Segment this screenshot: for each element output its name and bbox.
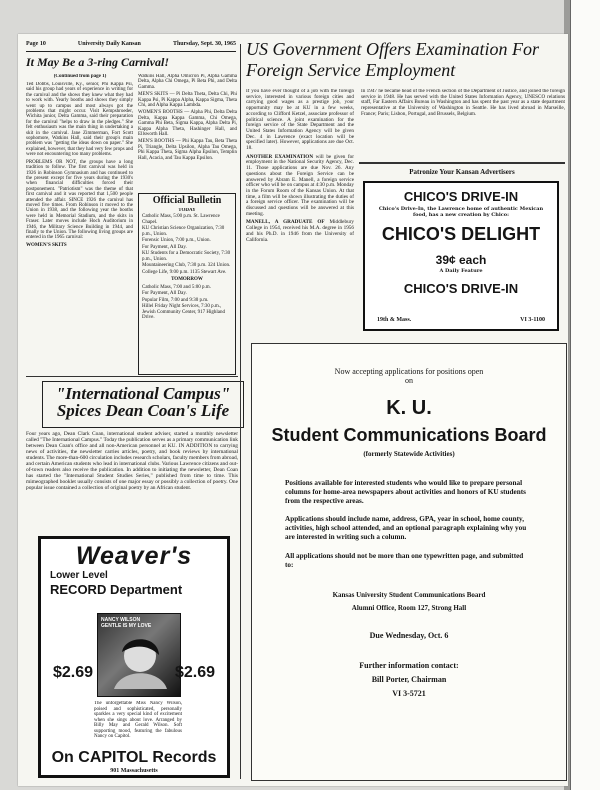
page-number: Page 10 (26, 41, 46, 47)
issue-date: Thursday, Sept. 30, 1965 (172, 41, 236, 47)
patronize-banner: Patronize Your Kansan Advertisers (409, 168, 515, 176)
board-address-2: Alumni Office, Room 127, Strong Hall (351, 604, 467, 612)
board-contact: Further information contact: (359, 661, 459, 670)
right-gutter (564, 0, 600, 790)
bulletin-item: College Life, 9:00 p.m. 1135 Stewart Ave. (142, 269, 227, 275)
bulletin-list (139, 214, 235, 321)
board-positions: Positions available for interested students who would like to prepare personal columns for home-area newspapers about activities and honors of KU students from the respective areas. (285, 479, 526, 505)
bulletin-item: Popular Film, 7:00 and 9:30 p.m. (142, 297, 209, 303)
weavers-logo: Weaver's (75, 542, 193, 570)
album-cover (97, 613, 181, 697)
album-title: GENTLE IS MY LOVE (101, 623, 152, 629)
women-booths: WOMEN'S BOOTHS — Alpha Phi, Delta Delta Delta, Kappa Kappa Gamma, Chi Omega, Gamma Phi Beta, Sigma Kappa, Alpha Delta Pi, Kappa Alpha Theta, Hashinger Hall, and Ellsworth Hall. (138, 110, 237, 138)
bulletin-title: Official Bulletin (152, 195, 222, 206)
chicos-title: CHICO'S DRIVE-IN (403, 189, 519, 204)
board-submission: All applications should not be more than one typewritten page, and submitted to: (285, 552, 524, 569)
carnival-paragraphs: Ted Dobbs, Louisville, Ky., senior, Phi Kappa Psi, said his group had years of experience in writing for the carnival and the shows they knew what they had to work with. Yearly booths and shows they simply went up to campus and most always got the problems that might occur. Visit Kempshroeder, Wichita junior, Delta Gamma, said their preparation for the carnival "helps to draw in the pledges." She felt enthusiasm was the main thing in undertaking a skit in the carnival. Jane Zimmerman, Fort Scott sophomore, Watkins Hall, said their group's main problem was "getting the ideas down on paper." She explained, however, that they had very few props and were not encountering too many problems. (26, 82, 133, 158)
board-due-date: Due Wednesday, Oct. 6 (369, 631, 449, 640)
bulletin-item: Catholic Mass, 5:00 p.m. St. Lawrence Chapel. (142, 214, 220, 225)
exam-details: will be given for employment in the National Security Agency, Dec. 11. Those applications are due Nov. 26. Any questions about the Foreign Service can be answered by Abram E. Manell, a foreign service officer who will be on campus at 4:30 p.m. Monday in the Forum Room of the Kansas Union. At that time, a film will be shown illustrating the duties of a foreign service officer. The examination will be discussed and questions will be answered at this meeting. (246, 153, 354, 217)
next-page-edge (570, 0, 600, 790)
us-government-headline: US Government Offers Examination For Foreign Service Employment (246, 39, 539, 80)
campus-headline: "International Campus" Spices Dean Coan's Life (55, 384, 231, 420)
mens-skits: MEN'S SKITS — Pi Delta Theta, Delta Chi, Phi Kappa Psi, Pi Kappa Alpha, Kappa Sigma, Theta Chi, and Alpha Kappa Lambda. (138, 92, 237, 109)
manell-details: Middlebury College in 1954, received his M.A. degree in 1956 and his Ph.D. in 1946 from the University of California. (246, 219, 354, 243)
board-ku: K. U. (386, 397, 432, 419)
album-artist: NANCY WILSON (101, 617, 141, 623)
album-caption: The unforgettable Miss Nancy Wilson, poised and sophisticated, personally sparkles a very special kind of excitement when she sings about love. Arranged by Billy May and Gerald Wilson. Soft supporting mood, featuring the fabulous Nancy on Capitol. (94, 701, 182, 739)
board-address-1: Kansas University Student Communications Board (332, 591, 486, 599)
official-bulletin (138, 193, 236, 375)
bulletin-item: Mountaineering Club, 7:30 p.m. 324 Union. (142, 263, 231, 269)
masthead (26, 41, 236, 52)
carnival-body (26, 82, 133, 375)
weavers-record-ad (38, 536, 230, 778)
board-application-requirements: Applications should include name, address, GPA, year in school, home county, activities, high school attended, and an optional paragraph explaining why you are interested in writing such a column. (285, 515, 527, 541)
bulletin-item: KU Christian Science Organization, 7:30 p.m., Union. (142, 226, 225, 237)
board-formerly: (formerly Statewide Activities) (363, 450, 455, 458)
bulletin-tomorrow: TOMORROW (171, 277, 203, 283)
chicos-phone: VI 3-1100 (520, 317, 545, 323)
price-right: $2.69 (174, 664, 215, 681)
bulletin-item: For Payment, All Day. (142, 291, 187, 297)
bulletin-item: Hillel Friday Night Services, 7:30 p.m., Jewish Community Center, 917 Highland Drive. (142, 304, 225, 321)
vertical-rule (240, 44, 241, 779)
chicos-delight: CHICO'S DELIGHT (381, 224, 541, 245)
chicos-address: 19th & Mass. (377, 317, 412, 323)
bulletin-item: For Payment, All Day. (142, 244, 187, 250)
chicos-description: Chico's Drive-In, the Lawrence home of authentic Mexican food, has a new creation by Chico: (378, 206, 544, 218)
album-photo-icon (105, 634, 175, 689)
bulletin-today: TODAY (178, 208, 196, 213)
manell-label: MANELL, A GRADUATE OF (246, 219, 325, 226)
continued-line: (Continued from page 1) (53, 74, 107, 79)
carnival-column-2 (138, 74, 237, 190)
board-phone: VI 3-5721 (392, 689, 426, 698)
women-skits: Watkins Hall, Alpha Omicron Pi, Alpha Gamma Delta, Alpha Chi Omega, Pi Beta Phi, and Delta Gamma. (138, 74, 237, 90)
board-title: Student Communications Board (271, 425, 547, 445)
capitol-records: On CAPITOL Records (51, 749, 217, 766)
carnival-headline: It May Be a 3-ring Carnival! (26, 55, 170, 69)
weavers-lower-level: Lower Level (50, 570, 108, 581)
exam-label: ANOTHER EXAMINATION (246, 153, 314, 160)
carnival-history: PROBLEMS OR NOT, the groups have a long tradition to follow. The first carnival was held in 1926 in Robinson Gymnasium and has continued to the present except for five years during the 1930's when financial difficulties forced their postponement. "Patriotism" was the theme of that first carnival and it was reported that 1,500 people attended the affair. SINCE 1926 the carnival has moved five times. From Robinson it moved to the Union in 1938, and the following year the booths were held in Memorial Stadium, and the skits in Fraser. Later moves include Hoch Auditorium in 1946, the Military Science Building in 1944, and finally to the Union. The following living groups are entered in the 1965 carnival: (26, 159, 133, 241)
usgov-column-1 (246, 89, 354, 334)
usgov-column-2: In 1947 he became head of the French section of the Department of Justice, and joined the foreign service in 1948. He has served with the United States Information Agency, UNESCO relations staff, Far Eastern Affairs Bureau in Washington and has spent the past year as a state department representative at the University of Washington in Seattle. He has lived abroad in Marseille, France; Paris; Lisbon, Portugal, and Brussels, Belgium. (361, 89, 565, 117)
usgov-intro: If you have ever thought of a job with the foreign service, interested in various foreign cities and carrying good wages as a prestige job, your opportunity may be at KU in a few weeks, according to Clifford Ketzel, associate professor of political science. A joint examination for the foreign service of the State Department and the United States Information Agency will be given Dec. 4 in Lawrence (exact location will be specified later). However, applications are due Oct. 18. (246, 89, 354, 152)
international-campus-body: Four years ago, Dean Clark Coan, international student adviser, started a monthly newsletter called "The International Campus." Today the publication serves as a primary communication link between Dean Coan's office and all non-American personnel at KU. IN ADDITION to carrying news of activities, the newsletter carries articles, poetry, and book reviews by international students. The more-than-600 circulation includes research scholars, faculty members from abroad, and certain American students who lead in international clubs. Various Lawrence citizens and out-of-town readers also receive the publication. In addition to initiating the newsletter, Dean Coan has started the "International Student Studies Series," published from time to time. This mimeographed booklet usually consists of one major essay or possibly a collection of poetry. One popular issue contained a collection of original poetry by an African student. (26, 431, 238, 491)
bulletin-item: Catholic Mass, 7:00 and 5:00 p.m. (142, 284, 211, 290)
patronize-rule-top (359, 162, 565, 164)
divider-line (26, 376, 238, 377)
board-intro: Now accepting applications for positions open on (334, 367, 484, 385)
board-chairman: Bill Porter, Chairman (371, 675, 447, 684)
price-left: $2.69 (53, 664, 94, 681)
chicos-feature: A Daily Feature (439, 268, 483, 275)
international-campus-headline-box (42, 381, 244, 428)
paper-name: University Daily Kansan (77, 41, 141, 47)
bulletin-item: Forensic Union, 7:00 p.m., Union. (142, 238, 211, 244)
weavers-address: 901 Massachusetts (110, 768, 158, 774)
women-skits-label: WOMEN'S SKITS (26, 242, 67, 248)
newspaper-page (18, 34, 568, 786)
record-department: RECORD Department (50, 582, 183, 597)
bulletin-item: KU Students for a Democratic Society, 7:30 p.m., Union. (142, 251, 231, 262)
chicos-title-bottom: CHICO'S DRIVE-IN (403, 280, 519, 296)
student-communications-board-ad (251, 343, 567, 781)
chicos-drive-in-ad (363, 181, 559, 331)
men-booths: MEN'S BOOTHS — Phi Kappa Tau, Beta Theta Pi, Triangle, Delta Upsilon, Alpha Tau Omega, Phi Kappa Theta, Sigma Alpha Epsilon, Templin Hall, Acacia, and Tau Kappa Epsilon. (138, 139, 237, 161)
chicos-price: 39¢ each (435, 253, 487, 268)
